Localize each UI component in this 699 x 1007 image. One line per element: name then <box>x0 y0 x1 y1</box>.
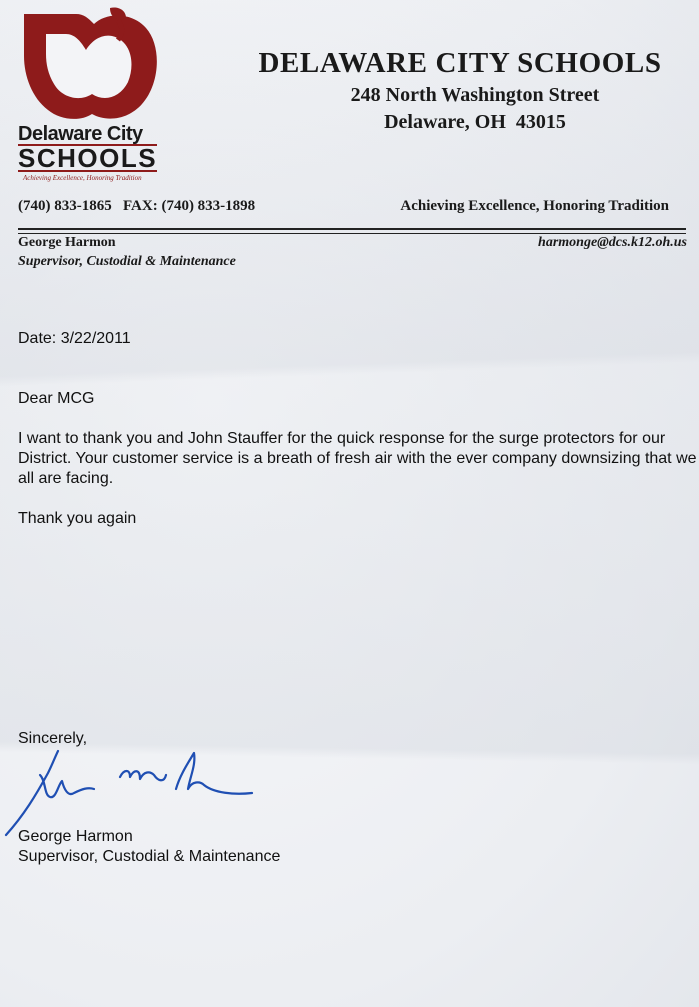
letter-salutation: Dear MCG <box>18 390 95 407</box>
sender-title: Supervisor, Custodial & Maintenance <box>18 254 236 269</box>
organization-city: Delaware, OH 43015 <box>384 111 566 133</box>
apple-logo-icon <box>14 6 164 126</box>
organization-street: 248 North Washington Street <box>350 84 600 106</box>
school-logo <box>14 6 164 181</box>
letter-thanks: Thank you again <box>18 510 137 527</box>
letterhead-divider <box>18 228 686 230</box>
signer-name: George Harmon <box>18 828 133 845</box>
sender-name: George Harmon <box>18 235 116 250</box>
letterhead-divider-thin <box>18 233 686 234</box>
letterhead-motto: Achieving Excellence, Honoring Tradition <box>400 198 669 214</box>
letter-closing: Sincerely, <box>18 730 88 747</box>
letter-date: Date: 3/22/2011 <box>18 330 131 347</box>
phone-fax-line: (740) 833-1865 FAX: (740) 833-1898 <box>18 198 256 214</box>
signer-title: Supervisor, Custodial & Maintenance <box>18 848 281 865</box>
logo-word-delaware-city: Delaware City <box>18 123 143 145</box>
logo-word-schools: SCHOOLS <box>18 143 158 173</box>
organization-name: DELAWARE CITY SCHOOLS <box>258 47 662 79</box>
sender-email: harmonge@dcs.k12.oh.us <box>538 235 687 250</box>
letter-body-paragraph: I want to thank you and John Stauffer for the quick response for the surge protectors for our District. Your customer service is a breath of fresh air with the ever company downsizing that we all are facing. <box>18 430 697 487</box>
logo-tagline: Achieving Excellence, Honoring Tradition <box>23 174 142 182</box>
handwritten-signature-icon <box>4 745 264 840</box>
